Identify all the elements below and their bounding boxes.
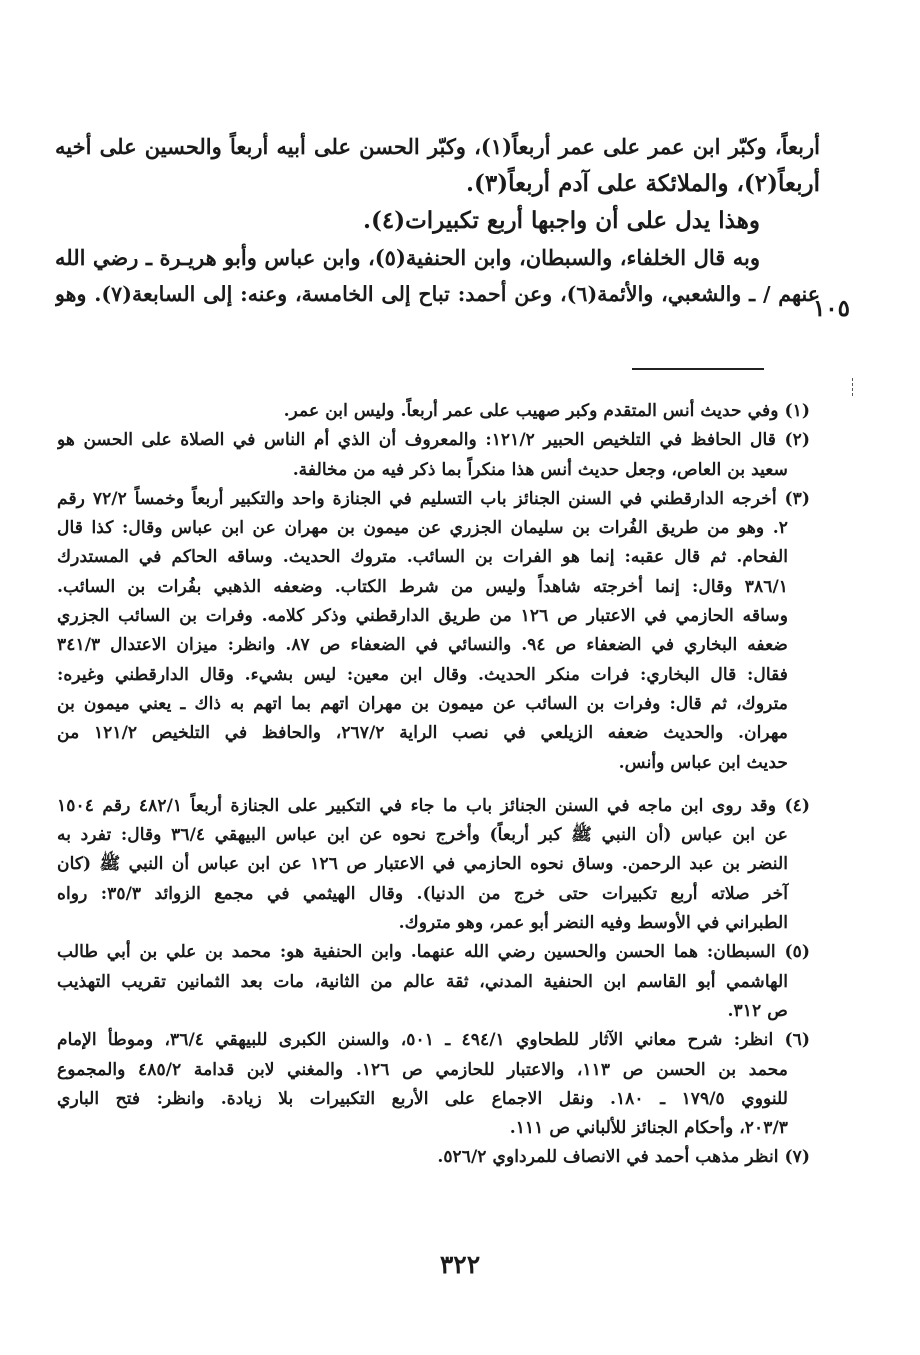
page-number: ٣٢٢ <box>439 1250 481 1279</box>
footnote-1: (١) وفي حديث أنس المتقدم وكبر صهيب على عمر أربعاً. وليس ابن عمر. <box>283 401 810 421</box>
footnote-6: (٦) انظر: شرح معاني الآثار للطحاوي ٤٩٤/١ ـ ٥٠١، والسنن الكبرى للبيهقي ٣٦/٤، وموطأ الإمام <box>57 1030 810 1051</box>
footnote-line: الهاشمي أبو القاسم ابن الحنفية المدني، ثقة عالم من الثانية، مات بعد الثمانين تقريب التهذيب <box>57 971 788 992</box>
footnote-line: سعيد بن العاص، وجعل حديث أنس هذا منكراً بما ذكر فيه من مخالفة. <box>292 459 788 480</box>
footnote-line: الطبراني في الأوسط وفيه النضر أبو عمر، وهو متروك. <box>398 913 788 934</box>
margin-mark <box>852 378 855 396</box>
footnote-line: مهران. والحديث ضعفه الزيلعي في نصب الراية ٢٦٧/٢، والحافظ في التلخيص ١٢١/٢ من <box>57 723 788 744</box>
main-line: أربعاً(٢)، والملائكة على آدم أربعاً(٣). <box>465 170 820 197</box>
footnote-line: ٢٠٣/٣، وأحكام الجنائز للألباني ص ١١١. <box>509 1118 788 1139</box>
main-line: أربعاً، وكبّر ابن عمر على عمر أربعاً(١)، وكبّر الحسن على أبيه أربعاً والحسين على أخيه <box>55 134 820 159</box>
footnote-7: (٧) انظر مذهب أحمد في الانصاف للمرداوي ٥٢٦/٢. <box>437 1147 810 1168</box>
main-line: وهذا يدل على أن واجبها أربع تكبيرات(٤). <box>363 207 760 234</box>
footnote-line: حديث ابن عباس وأنس. <box>618 752 788 773</box>
footnote-line: ضعفه البخاري في الضعفاء ص ٩٤. والنسائي في الضعفاء ص ٨٧. وانظر: ميزان الاعتدال ٣٤١/٣ <box>57 635 788 656</box>
footnote-line: ٣٨٦/١ وقال: إنما أخرجته شاهداً وليس من شرط الكتاب. وضعفه الذهبي بفُرات بن السائب. <box>57 576 788 597</box>
footnote-line: محمد بن الحسن ص ١١٣، والاعتبار للحازمي ص ١٢٦. والمغني لابن قدامة ٤٨٥/٢ والمجموع <box>57 1059 788 1080</box>
footnote-line: وساقه الحازمي في الاعتبار ص ١٢٦ من طريق الدارقطني وذكر كلامه. وفرات بن السائب الجزري <box>57 606 789 627</box>
margin-page-reference: ١٠٥ <box>812 295 850 322</box>
footnote-5: (٥) السبطان: هما الحسن والحسين رضي الله عنهما. وابن الحنفية هو: محمد بن علي بن أبي طالب <box>57 942 810 963</box>
footnote-line: ٢. وهو من طريق الفُرات بن سليمان الجزري عن ميمون بن مهران عن ابن عباس وقال: كذا قال <box>57 518 788 539</box>
footnote-3: (٣) أخرجه الدارقطني في السنن الجنائز باب التسليم في الجنازة واحد والتكبير أربعاً وخمساً ٧٢/٢ رقم <box>57 488 810 509</box>
main-line: وبه قال الخلفاء، والسبطان، وابن الحنفية(٥)، وابن عباس وأبو هريـرة ـ رضي الله <box>55 245 760 270</box>
footnote-line: ص ٣١٢. <box>727 1000 788 1021</box>
footnote-line: الفحام. ثم قال عقبه: إنما هو الفرات بن السائب. متروك الحديث. وساقه الحاكم في المستدرك <box>57 547 788 568</box>
footnote-4: (٤) وقد روى ابن ماجه في السنن الجنائز باب ما جاء في التكبير على الجنازة أربعاً ٤٨٢/١ رقم ١٥٠٤ <box>57 795 810 816</box>
footnote-separator <box>632 368 764 370</box>
footnote-line: فقال: قال البخاري: فرات منكر الحديث. وقال ابن معين: ليس بشيء. وقال الدارقطني وغيره: <box>57 664 788 685</box>
footnotes <box>57 397 810 1173</box>
footnote-line: للنووي ١٧٩/٥ ـ ١٨٠. ونقل الاجماع على الأربع التكبيرات بلا زيادة. وانظر: فتح الباري <box>57 1088 788 1109</box>
footnote-line: النضر بن عبد الرحمن. وساق نحوه الحازمي في الاعتبار ص ١٢٦ عن ابن عباس أن النبي ﷺ (كان <box>57 854 788 875</box>
footnote-line: آخر صلاته أربع تكبيرات حتى خرج من الدنيا). وقال الهيثمي في مجمع الزوائد ٣٥/٣: رواه <box>57 883 788 904</box>
main-line: عنهم / ـ والشعبي، والأئمة(٦)، وعن أحمد: تباح إلى الخامسة، وعنه: إلى السابعة(٧). وهو <box>55 282 820 306</box>
main-text <box>55 128 820 313</box>
footnote-2: (٢) قال الحافظ في التلخيص الحبير ١٢١/٢: والمعروف أن الذي أم الناس في الصلاة على الحسن هو <box>57 430 810 451</box>
footnote-line: متروك، ثم قال: وفرات بن السائب عن ميمون بن مهران اتهم بما اتهم به ذاك ـ يعني ميمون بن <box>57 693 788 714</box>
footnote-line: عن ابن عباس (أن النبي ﷺ كبر أربعاً) وأخرج نحوه عن ابن عباس البيهقي ٣٦/٤ وقال: تفرد به <box>57 825 788 846</box>
